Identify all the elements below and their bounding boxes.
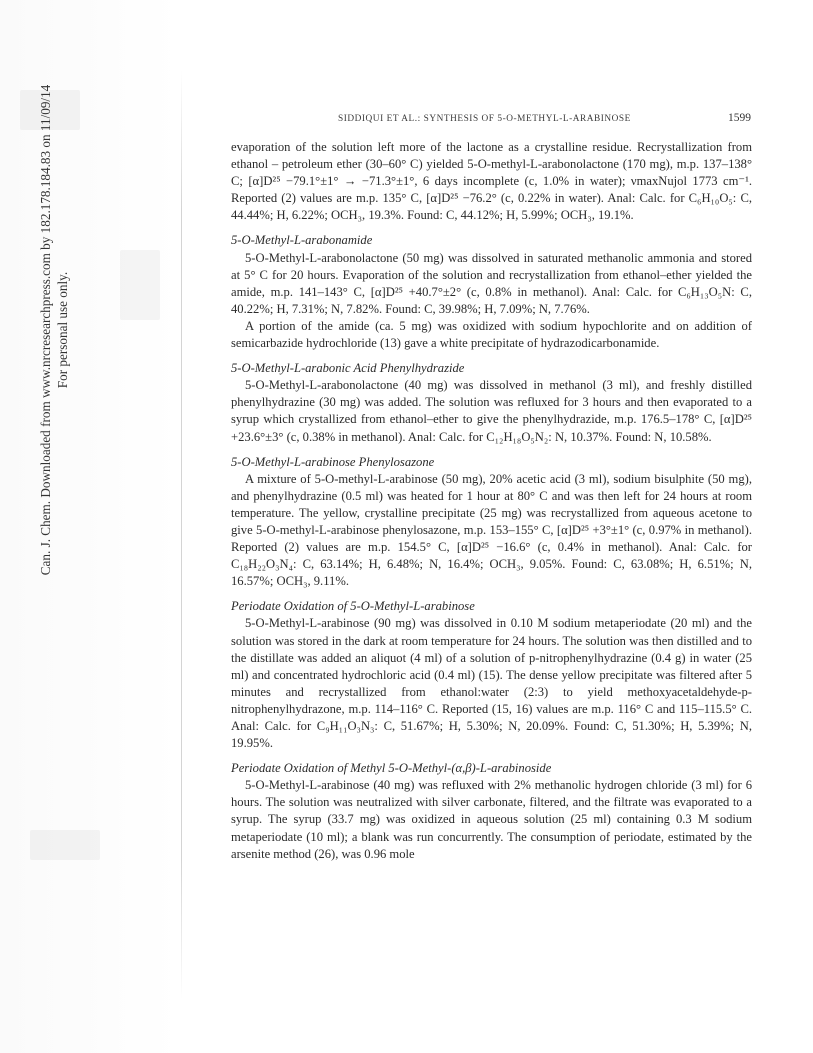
running-head: SIDDIQUI ET AL.: SYNTHESIS OF 5-O-METHYL-L-ARABINOSE <box>338 114 631 124</box>
download-notice <box>38 20 71 640</box>
section-paragraph: A portion of the amide (ca. 5 mg) was oxidized with sodium hypochlorite and on addition of semicarbazide hydrochloride (13) gave a white precipitate of hydrazodicarbonamide. <box>231 318 752 351</box>
section-paragraph: A mixture of 5-O-methyl-L-arabinose (50 mg), 20% acetic acid (3 ml), sodium bisulphite (50 mg), and phenylhydrazine (0.5 ml) was heated for 1 hour at 80° C and was then left for 24 hours at room temperature. The yellow, crystalline precipitate (25 mg) was recrystallized from aqueous acetone to give 5-O-methyl-L-arabinose phenylosazone, m.p. 153–155° C, [α]D²⁵ +3°±1° (c, 0.97% in methanol). Reported (2) values are m.p. 154.5° C, [α]D²⁵ −16.6° (c, 0.4% in methanol). Anal: Calc. for C₁₈H₂₂O₃N₄: C, 63.14%; H, 6.48%; N, 16.4%; OCH₃, 9.05%. Found: C, 63.08%; H, 6.51%; N, 16.57%; OCH₃, 9.11%. <box>231 471 752 589</box>
scan-smudge <box>120 250 160 320</box>
section-heading: 5-O-Methyl-L-arabonamide <box>231 233 373 248</box>
page-number: 1599 <box>728 112 751 124</box>
article-body <box>231 139 752 863</box>
intro-paragraph: evaporation of the solution left more of the lactone as a crystalline residue. Recrystallization from ethanol – petroleum ether (30–60° C) yielded 5-O-methyl-L-arabonolactone (170 mg), m.p. 137–138° C; [α]D²⁵ −79.1°±1° → −71.3°±1°, 6 days incomplete (c, 1.0% in water); νmaxNujol 1773 cm⁻¹. Reported (2) values are m.p. 135° C, [α]D²⁵ −76.2° (c, 0.22% in water). Anal: Calc. for C₆H₁₀O₅: C, 44.44%; H, 6.22%; OCH₃, 19.3%. Found: C, 44.12%; H, 5.99%; OCH₃, 19.1%. <box>231 140 752 223</box>
page-edge-line <box>181 70 182 1000</box>
section-heading: 5-O-Methyl-L-arabinose Phenylosazone <box>231 454 435 469</box>
section-paragraph: 5-O-Methyl-L-arabinose (40 mg) was refluxed with 2% methanolic hydrogen chloride (3 ml) for 6 hours. The solution was neutralized with silver carbonate, filtered, and the filtrate was evaporated to a syrup. The syrup (33.7 mg) was oxidized in aqueous solution (25 ml) containing 0.3 M sodium metaperiodate (10 ml); a blank was run concurrently. The consumption of periodate, estimated by the arsenite method (26), was 0.96 mole <box>231 778 752 861</box>
section-paragraph: 5-O-Methyl-L-arabonolactone (50 mg) was dissolved in saturated methanolic ammonia and stored at 5° C for 20 hours. Evaporation of the solution and recrystallization from ethanol–ether yielded the amide, m.p. 141–143° C, [α]D²⁵ +40.7°±2° (c, 0.8% in methanol). Anal: Calc. for C₆H₁₃O₅N: C, 40.22%; H, 7.31%; N, 7.82%. Found: C, 39.98%; H, 7.09%; N, 7.76%. <box>231 250 752 316</box>
download-notice-line2: For personal use only. <box>54 271 70 389</box>
scan-smudge <box>30 830 100 860</box>
section-paragraph: 5-O-Methyl-L-arabinose (90 mg) was dissolved in 0.10 M sodium metaperiodate (20 ml) and the solution was stored in the dark at room temperature for 24 hours. The solution was then distilled and to the distillate was added an aliquot (4 ml) of a solution of p-nitrophenylhydrazine (0.4 g) in water (25 ml) and concentrated hydrochloric acid (0.4 ml) (15). The dense yellow precipitate was filtered after 5 minutes and recrystallized from ethanol:water (2:3) to yield methoxyacetaldehyde-p-nitrophenylhydrazone, m.p. 114–116° C. Reported (15, 16) values are m.p. 116° C and 115–115.5° C. Anal: Calc. for C₉H₁₁O₃N₃: C, 51.67%; H, 5.30%; N, 20.09%. Found: C, 51.30%; H, 5.39%; N, 19.95%. <box>231 616 752 751</box>
section-heading: 5-O-Methyl-L-arabonic Acid Phenylhydrazide <box>231 361 465 376</box>
scan-margin-shading <box>0 0 180 1053</box>
download-notice-line1: Can. J. Chem. Downloaded from www.nrcresearchpress.com by 182.178.184.83 on 11/09/14 <box>38 84 53 576</box>
section-heading: Periodate Oxidation of Methyl 5-O-Methyl-(α,β)-L-arabinoside <box>231 761 552 776</box>
section-heading: Periodate Oxidation of 5-O-Methyl-L-arabinose <box>231 599 475 614</box>
section-paragraph: 5-O-Methyl-L-arabonolactone (40 mg) was dissolved in methanol (3 ml), and freshly distilled phenylhydrazine (30 mg) was added. The solution was refluxed for 3 hours and then evaporated to a syrup which crystallized from ethanol–ether to give the phenylhydrazide, m.p. 176.5–178° C, [α]D²⁵ +23.6°±3° (c, 0.38% in methanol). Anal: Calc. for C₁₂H₁₈O₅N₂: N, 10.37%. Found: N, 10.58%. <box>231 378 752 444</box>
